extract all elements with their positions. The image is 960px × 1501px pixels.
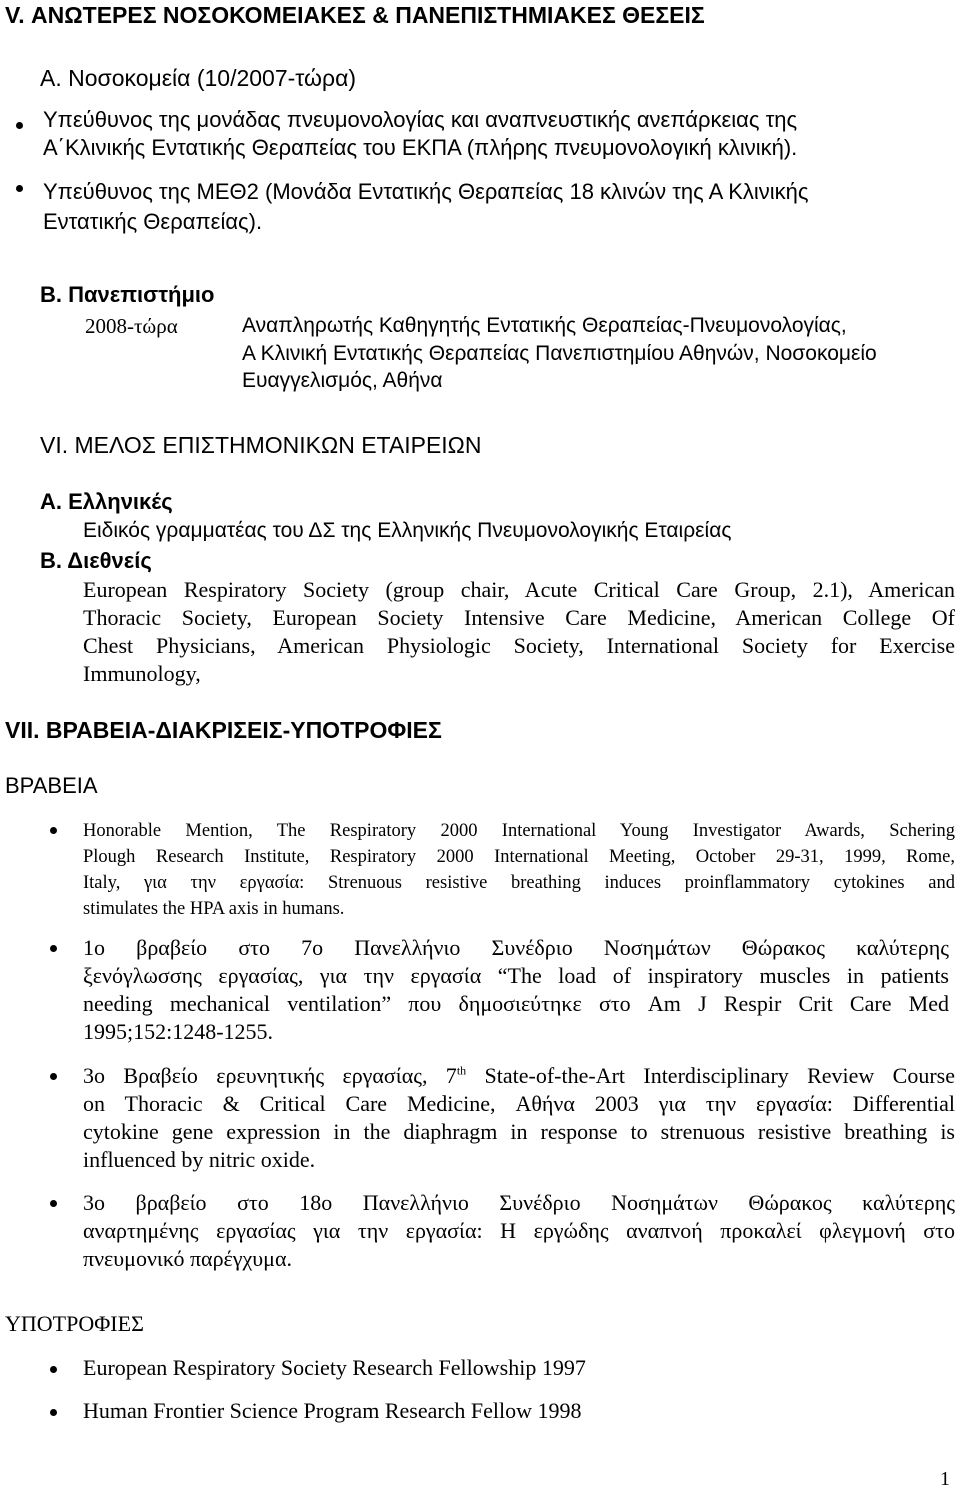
section-vi-a-heading: Α. Ελληνικές xyxy=(40,489,173,514)
award-1-line-3: Italy, για την εργασία: Strenuous resistive breathing induces proinflammatory cytokines and xyxy=(83,873,955,893)
bullet-icon xyxy=(16,122,23,129)
award-4 xyxy=(83,1189,955,1273)
awards-heading: ΒΡΑΒΕΙΑ xyxy=(5,773,98,798)
bullet-icon xyxy=(50,827,57,834)
section-vii-title: VII. ΒΡΑΒΕΙΑ-ΔΙΑΚΡΙΣΕΙΣ-ΥΠΟΤΡΟΦΙΕΣ xyxy=(5,717,442,743)
award-3-line-3: cytokine gene expression in the diaphragm in response to strenuous resistive breathing is xyxy=(83,1119,955,1144)
award-1 xyxy=(83,818,955,922)
bullet-icon xyxy=(50,1073,57,1080)
page-number: 1 xyxy=(940,1468,950,1490)
international-societies-line-3: Chest Physicians, American Physiologic Society, International Society for Exercise xyxy=(83,633,955,658)
award-4-line-1: 3ο βραβείο στο 18ο Πανελλήνιο Συνέδριο Νοσημάτων Θώρακος καλύτερης xyxy=(83,1190,955,1215)
award-3 xyxy=(83,1062,955,1174)
international-societies-line-4: Immunology, xyxy=(83,661,201,686)
award-1-line-4: stimulates the HPA axis in humans. xyxy=(83,899,345,919)
international-societies-line-1: European Respiratory Society (group chair, Acute Critical Care Group, 2.1), American xyxy=(83,577,955,602)
hospital-item-2-line-1: Υπεύθυνος της ΜΕΘ2 (Μονάδα Εντατικής Θεραπείας 18 κλινών της Α Κλινικής xyxy=(43,179,809,204)
fellowship-item-2: Human Frontier Science Program Research Fellow 1998 xyxy=(83,1398,582,1423)
award-3-line-4: influenced by nitric oxide. xyxy=(83,1147,316,1172)
university-period: 2008-τώρα xyxy=(85,314,178,338)
award-4-line-3: πνευμονικό παρέγχυμα. xyxy=(83,1246,292,1271)
award-3-line-1-post: State-of-the-Art Interdisciplinary Review Course xyxy=(466,1063,956,1088)
award-2-line-3: needing mechanical ventilation” που δημοσιεύτηκε στο Am J Respir Crit Care Med xyxy=(83,991,949,1016)
international-societies xyxy=(83,576,955,688)
hospital-item-1-line-2: Α΄Κλινικής Εντατικής Θεραπείας του ΕΚΠΑ (πλήρης πνευμονολογική κλινική). xyxy=(43,135,798,160)
section-v-a-heading: Α. Νοσοκομεία (10/2007-τώρα) xyxy=(40,65,357,91)
bullet-icon xyxy=(50,1200,57,1207)
hospital-item-1-line-1: Υπεύθυνος της μονάδας πνευμονολογίας και αναπνευστικής ανεπάρκειας της xyxy=(43,107,798,132)
award-2-line-2: ξενόγλωσσης εργασίας, για την εργασία “The load of inspiratory muscles in patients xyxy=(83,963,949,988)
bullet-icon xyxy=(16,185,23,192)
award-3-line-2: on Thoracic & Critical Care Medicine, Αθήνα 2003 για την εργασία: Differential xyxy=(83,1091,955,1116)
section-v-title: V. ΑΝΩΤΕΡΕΣ ΝΟΣΟΚΟΜΕΙΑΚΕΣ & ΠΑΝΕΠΙΣΤΗΜΙΑΚΕΣ ΘΕΣΕΙΣ xyxy=(5,2,705,28)
award-1-line-1: Honorable Mention, The Respiratory 2000 International Young Investigator Awards, Schering xyxy=(83,821,955,841)
bullet-icon xyxy=(50,1366,57,1373)
university-line-2: Α Κλινική Εντατικής Θεραπείας Πανεπιστημίου Αθηνών, Νοσοκομείο xyxy=(242,342,877,365)
award-3-superscript: th xyxy=(456,1063,467,1078)
award-3-line-1-pre: 3ο Βραβείο ερευνητικής εργασίας, 7 xyxy=(83,1063,457,1088)
section-vi-b-heading: Β. Διεθνείς xyxy=(40,548,152,573)
award-2 xyxy=(83,934,949,1046)
bullet-icon xyxy=(50,945,57,952)
award-4-line-2: αναρτημένης εργασίας για την εργασία: Η εργώδης αναπνοή προκαλεί φλεγμονή στο xyxy=(83,1218,955,1243)
hospital-item-2-line-2: Εντατικής Θεραπείας). xyxy=(43,209,263,234)
award-2-line-1: 1ο βραβείο στο 7ο Πανελλήνιο Συνέδριο Νοσημάτων Θώρακος καλύτερης xyxy=(83,935,949,960)
university-line-1: Αναπληρωτής Καθηγητής Εντατικής Θεραπείας-Πνευμονολογίας, xyxy=(242,314,847,337)
fellowships-heading: ΥΠΟΤΡΟΦΙΕΣ xyxy=(5,1311,144,1336)
award-2-line-4: 1995;152:1248-1255. xyxy=(83,1019,274,1044)
international-societies-line-2: Thoracic Society, European Society Intensive Care Medicine, American College Of xyxy=(83,605,955,630)
section-vi-title: VI. ΜΕΛΟΣ ΕΠΙΣΤΗΜΟΝΙΚΩΝ ΕΤΑΙΡΕΙΩΝ xyxy=(40,432,482,458)
greek-society-text: Ειδικός γραμματέας του ΔΣ της Ελληνικής Πνευμονολογικής Εταιρείας xyxy=(83,519,732,542)
award-3-line-1 xyxy=(83,1062,955,1090)
bullet-icon xyxy=(50,1409,57,1416)
section-v-b-heading: Β. Πανεπιστήμιο xyxy=(40,282,215,307)
award-1-line-2: Plough Research Institute, Respiratory 2000 International Meeting, October 29-31, 1999, Rome, xyxy=(83,847,955,867)
fellowship-item-1: European Respiratory Society Research Fellowship 1997 xyxy=(83,1355,586,1380)
university-line-3: Ευαγγελισμός, Αθήνα xyxy=(242,369,443,392)
